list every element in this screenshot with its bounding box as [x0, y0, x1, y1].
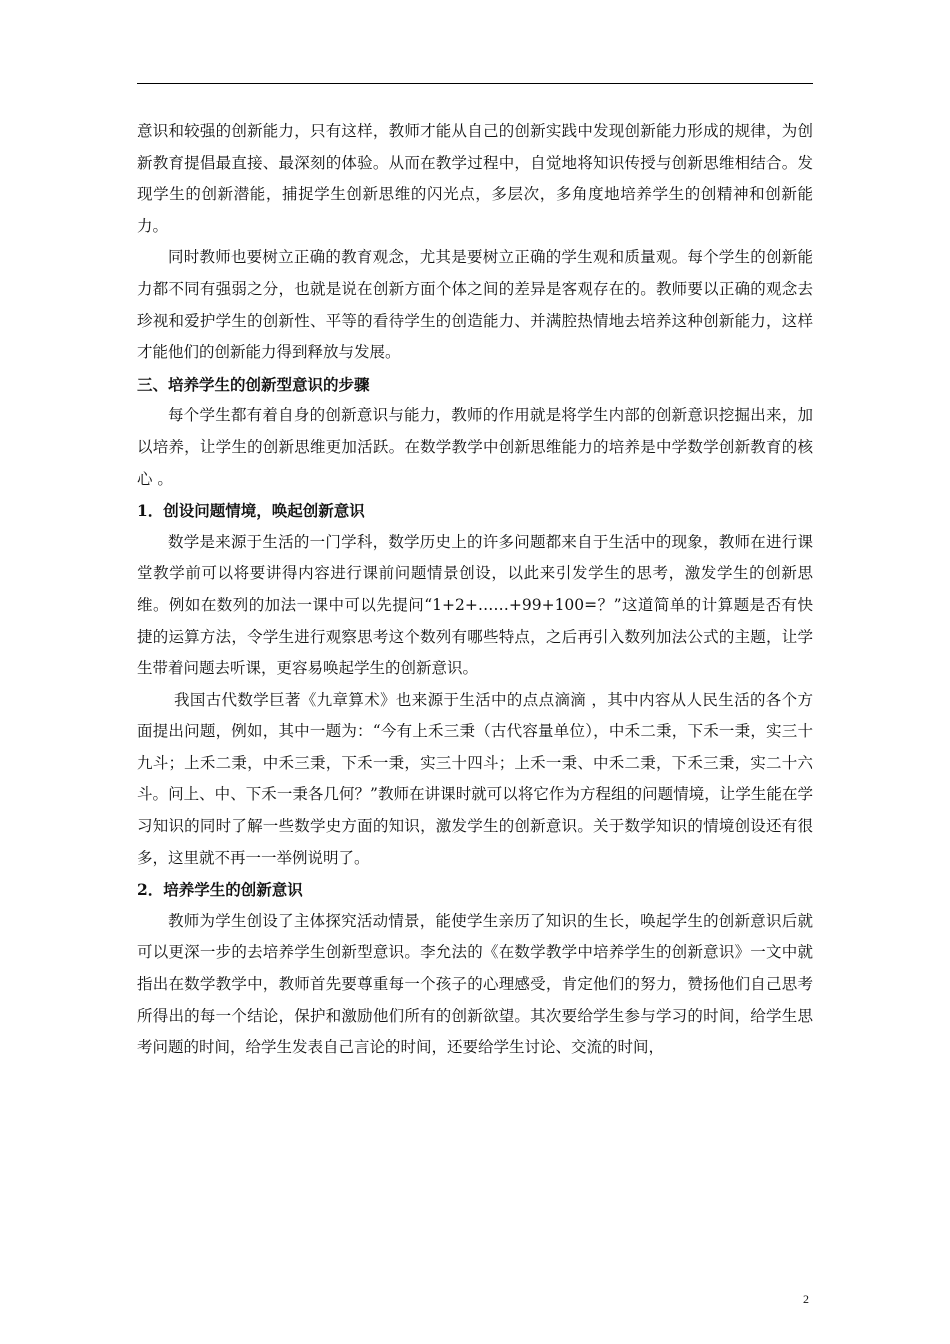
section-heading-3: 三、培养学生的创新型意识的步骤	[137, 374, 370, 394]
header-rule	[137, 83, 813, 84]
paragraph-1: 意识和较强的创新能力，只有这样，教师才能从自己的创新实践中发现创新能力形成的规律，为创新教育提倡最直接、最深刻的体验。从而在教学过程中，自觉地将知识传授与创新思维相结合。发现学生的创新潜能，捕捉学生创新思维的闪光点，多层次，多角度地培养学生的创精神和创新能力。	[137, 122, 813, 235]
paragraph-2: 同时教师也要树立正确的教育观念，尤其是要树立正确的学生观和质量观。每个学生的创新能力都不同有强弱之分，也就是说在创新方面个体之间的差异是客观存在的。教师要以正确的观念去珍视和爱护学生的创新性、平等的看待学生的创造能力、并满腔热情地去培养这种创新能力，这样才能他们的创新能力得到释放与发展。	[137, 248, 813, 362]
subheading-1: 1．创设问题情境，唤起创新意识	[137, 501, 365, 521]
subheading-2: 2．培养学生的创新意识	[137, 880, 303, 900]
document-body	[137, 116, 813, 1064]
paragraph-3: 每个学生都有着自身的创新意识与能力，教师的作用就是将学生内部的创新意识挖掘出来，加以培养，让学生的创新思维更加活跃。在数学教学中创新思维能力的培养是中学数学创新教育的核心 。	[137, 406, 813, 488]
page-number: 2	[803, 1292, 809, 1306]
paragraph-6: 教师为学生创设了主体探究活动情景，能使学生亲历了知识的生长，唤起学生的创新意识后就可以更深一步的去培养学生创新型意识。李允法的《在数学教学中培养学生的创新意识》一文中就指出在数学教学中，教师首先要尊重每一个孩子的心理感受，肯定他们的努力，赞扬他们自己思考所得出的每一个结论，保护和激励他们所有的创新欲望。其次要给学生参与学习的时间，给学生思考问题的时间，给学生发表自己言论的时间，还要给学生讨论、交流的时间，	[137, 911, 813, 1057]
paragraph-5: 我国古代数学巨著《九章算术》也来源于生活中的点点滴滴 ，其中内容从人民生活的各个方面提出问题，例如，其中一题为：“今有上禾三秉（古代容量单位），中禾二秉，下禾一秉，实三十九斗；上禾二秉，中禾三秉，下禾一秉，实三十四斗；上禾一秉、中禾二秉，下禾三秉，实二十六斗。问上、中、下禾一秉各几何？”教师在讲课时就可以将它作为方程组的问题情境，让学生能在学习知识的同时了解一些数学史方面的知识，激发学生的创新意识。关于数学知识的情境创设还有很多，这里就不再一一举例说明了。	[137, 690, 813, 867]
paragraph-4: 数学是来源于生活的一门学科，数学历史上的许多问题都来自于生活中的现象，教师在进行课堂教学前可以将要讲得内容进行课前问题情景创设，以此来引发学生的思考，激发学生的创新思维。例如在数列的加法一课中可以先提问“1+2+……+99+100=？”这道简单的计算题是否有快捷的运算方法，令学生进行观察思考这个数列有哪些特点，之后再引入数列加法公式的主题，让学生带着问题去听课，更容易唤起学生的创新意识。	[137, 532, 813, 678]
